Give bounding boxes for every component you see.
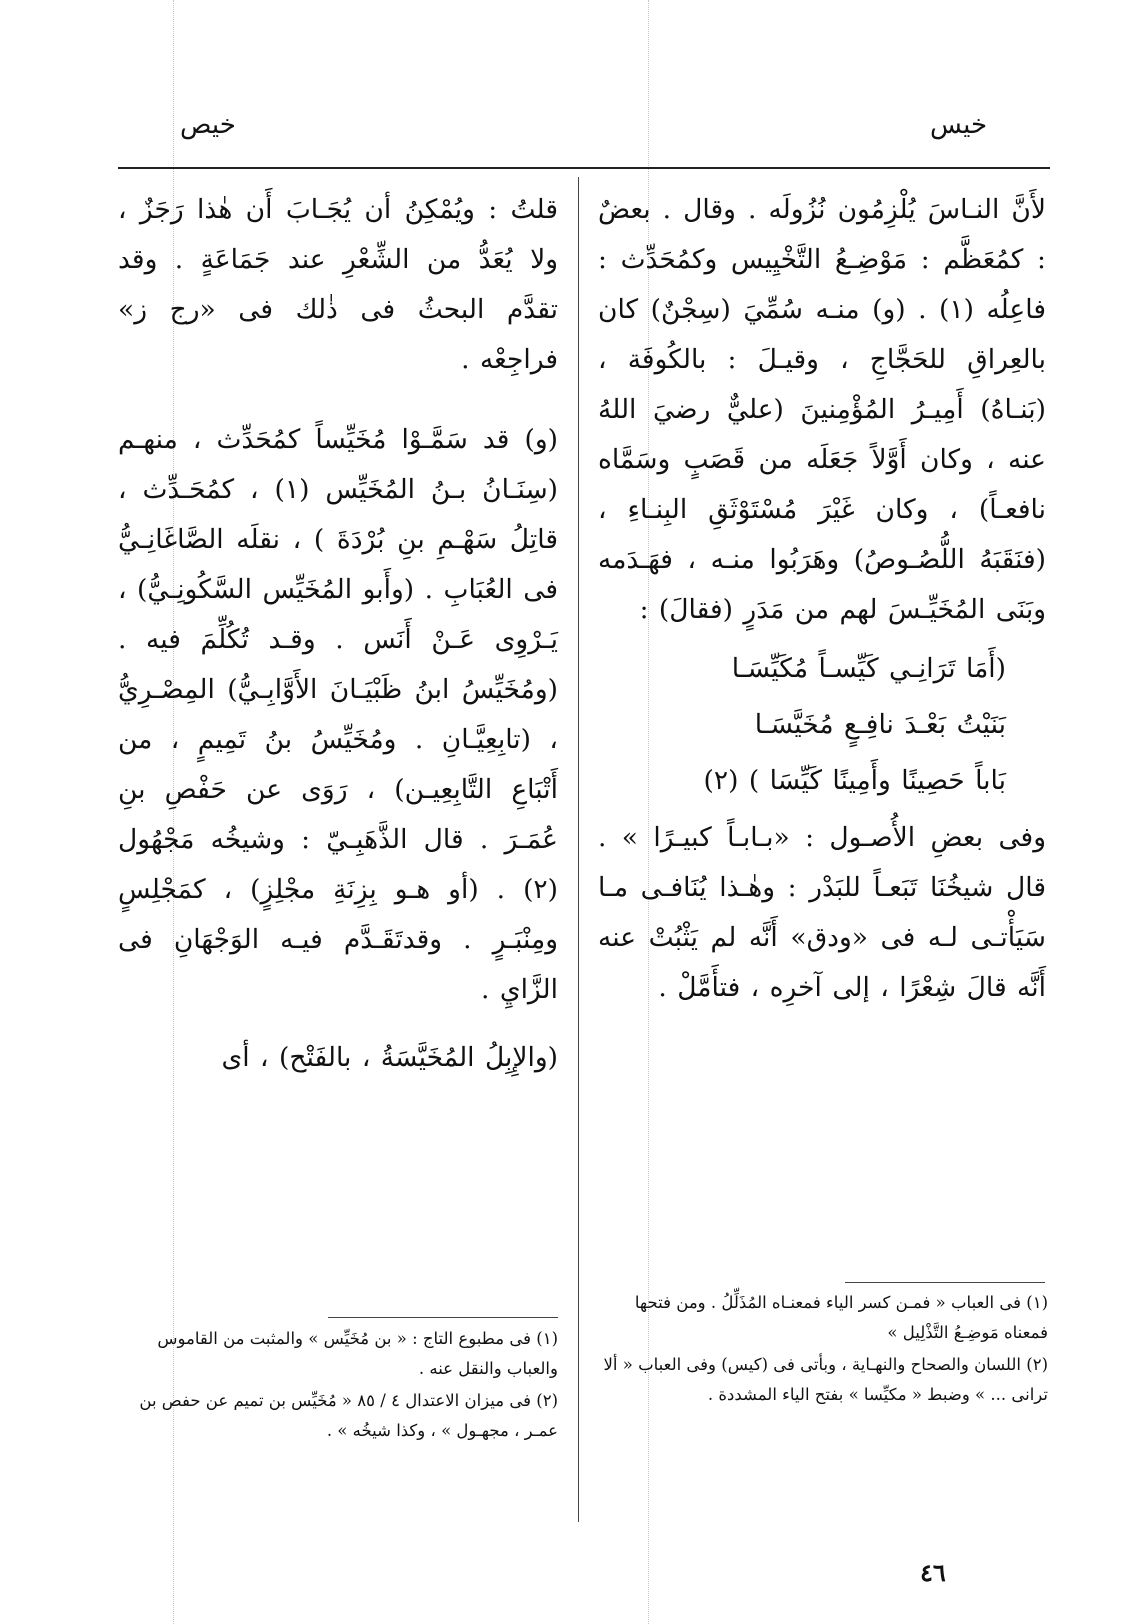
page-number: ٤٦ xyxy=(920,1558,946,1587)
footnote-rule xyxy=(845,1282,1045,1283)
entry-paragraph: (والإِبِلُ المُخَيَّسَةُ ، بالفَتْح) ، أى xyxy=(221,1042,558,1073)
verse-block xyxy=(598,641,1046,809)
footnote-rule xyxy=(328,1317,558,1318)
entry-paragraph: (و) قد سَمَّـوْا مُخَيِّساً كمُحَدِّث ، منهـم (سِنَـانُ بـنُ المُخَيِّس (١) ، كمُحَـدِّث ، قاتِلُ سَهْـمِ بنِ بُرْدَةَ ) ، نقلَه الصَّاغَانِـيُّ فى العُبَابِ . (وأَبو المُخَيِّس السَّكُونِـيُّ) ، يَـرْوِى عَـنْ أَنَس . وقـد تُكُلِّمَ فيه . (ومُخَيِّسُ ابنُ ظَبْيَـانَ الأَوَّابِـيُّ) المِصْـرِيُّ ، (تابِعِيَّـانِ . ومُخَيِّسُ بنُ تَمِيمٍ ، من أَتْبَاعِ التَّابِعِيـن) ، رَوَى عن حَفْصِ بنِ عُمَـرَ . قال الذَّهَبِـيّ : وشيخُه مَجْهُول (٢) . (أو هـو بِزِنَةِ مجْلِزٍ) ، كمَجْلِسٍ ومِنْبَـرٍ . وقدتَقَـدَّم فيـه الوَجْهَانِ فى الزَّايِ . xyxy=(118,424,558,1005)
column-divider xyxy=(578,177,579,1522)
footnote: (١) فى مطبوع التاج : « بن مُخَيِّس » والمثبت من القاموس والعباب والنقل عنه . xyxy=(157,1329,558,1378)
verse-line: بَاباً حَصِينًا وأَمِينًا كَيِّسَا ) (٢) xyxy=(703,765,1006,796)
entry-paragraph: قلتُ : ويُمْكِنُ أن يُجَـابَ أَن هٰذا رَجَزٌ ، ولا يُعَدُّ من الشِّعْرِ عند جَمَاعَةٍ . وقد تقدَّم البحثُ فى ذٰلك فى «رج ز» فراجِعْه . xyxy=(118,194,558,375)
entry-paragraph: وفى بعضِ الأُصـول : «بـابـاً كبيـرًا » . قال شيخُنَا تَبَعـاً للبَدْر : وهٰـذا يُنَافـى مـا سَيَأْتـى لـه فى «ودق» أَنَّه لم يَثْبُتْ عنه أَنَّه قالَ شِعْرًا ، إلى آخرِه ، فتأَمَّلْ . xyxy=(598,822,1046,1003)
right-column xyxy=(598,185,1046,1013)
verse-line: (أَمَا تَرَانِـي كَيِّسـاً مُكَيِّسَـا xyxy=(731,653,1006,684)
left-column xyxy=(118,185,558,1083)
footnote: (٢) اللسان والصحاح والنهـاية ، وبأتى فى (كيس) وفى العباب « ألا ترانى ... » وضبط « مكيِّسا » بفتح الياء المشددة . xyxy=(603,1355,1048,1404)
footnotes-right xyxy=(600,1288,1048,1412)
running-head-right: خيس xyxy=(930,110,988,140)
header-rule xyxy=(118,167,1050,169)
verse-line: بَنَيْتُ بَعْـدَ نافِـعٍ مُخَيَّسَـا xyxy=(754,709,1006,740)
entry-paragraph: لأَنَّ النـاسَ يُلْزِمُون نُزُولَه . وقال . بعضٌ : كمُعَظَّم : مَوْضِـعُ التَّخْيِيس وكمُحَدِّث : فاعِلُه (١) . (و) منـه سُمِّيَ (سِجْنٌ) كان بالعِراقِ للحَجَّاجِ ، وقيـلَ : بالكُوفَة ، (بَنـاهُ) أَمِيـرُ المُؤْمِنينَ (عليٌّ رضيَ اللهُ عنه ، وكان أَوَّلاً جَعَلَه من قَصَبٍ وسَمَّاه نافعـاً) ، وكان غَيْرَ مُسْتَوْثَقِ البِنـاءِ ، (فنَقَبَهُ اللُّصُـوصُ) وهَرَبُوا منـه ، فهَـدَمه وبَنَى المُخَيِّـسَ لهم من مَدَرٍ (فقالَ) : xyxy=(598,194,1046,625)
footnote: (٢) فى ميزان الاعتدال ٤ / ٨٥ « مُخَيِّس بن تميم عن حفص بن عمـر ، مجهـول » ، وكذا شيخُه » . xyxy=(139,1391,558,1440)
footnote: (١) فى العباب « فمـن كسر الياء فمعنـاه المُذَلِّلُ . ومن فتحها فمعناه مَوضِـعُ التَّذْلِيل » xyxy=(634,1293,1048,1342)
running-head-left: خيص xyxy=(180,110,236,140)
footnotes-left xyxy=(118,1324,558,1448)
